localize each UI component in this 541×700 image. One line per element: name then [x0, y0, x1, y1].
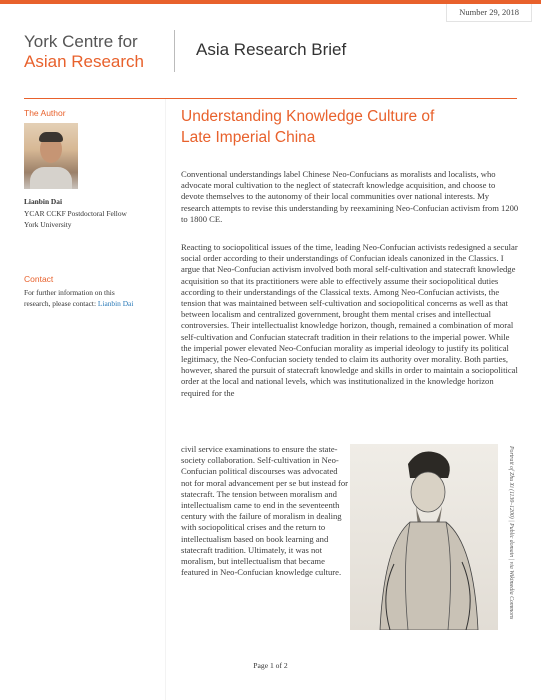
contact-text-1: For further information on this [24, 288, 115, 297]
zhu-xi-portrait [350, 444, 498, 630]
series-title: Asia Research Brief [196, 40, 347, 59]
author-affiliation: York University [24, 220, 72, 229]
issue-number: Number 29, 2018 [446, 4, 532, 22]
author-role: YCAR CCKF Postdoctoral Fellow [24, 209, 127, 218]
header-divider [174, 30, 175, 72]
page-number: Page 1 of 2 [253, 661, 288, 670]
logo-line-2: Asian Research [24, 52, 145, 71]
article-title: Understanding Knowledge Culture of Late Imperial China [181, 108, 435, 146]
author-heading: The Author [24, 108, 66, 118]
contact-heading: Contact [24, 274, 54, 284]
portrait-drawing [350, 444, 498, 630]
paragraph-3: civil service examinations to ensure the state-society collaboration. Self-cultivation in Neo-Confucian political discourses was advocated not for moral advancement per se but instead for statecraft. The tension between moralism and intellectualism came to end in the seventeenth century with the failure of moralism in dealing with sociopolitical crises and the return to intellectualism based on book learning and statecraft tradition. Ultimately, it was not moralism, but intellectualism that became featured in Neo-Confucian knowledge culture. [181, 444, 349, 578]
contact-text-2: research, please contact: Lianbin Dai [24, 299, 134, 308]
author-name: Lianbin Dai [24, 197, 62, 206]
image-caption: Portrait of Zhu Xi (1130–1200) | Public domain | via Wikimedia Commons [508, 446, 514, 620]
sidebar [0, 99, 166, 700]
paragraph-2: Reacting to sociopolitical issues of the time, leading Neo-Confucian activists redesigned a secular social order according to their understandings of Confucian ideals canonized in the Classics. I argue that Neo-Confucian activism involved both moral self-cultivation and statecraft knowledge acquisition so that its practitioners were able to effectively assume their sociopolitical duties according to their understandings of the Classical texts. Among Neo-Confucian activists, the tension that was maintained between self-cultivation and sociopolitical concerns as well as that between localism and centralized government, brought them mental crises and intellectual controversies. Their intellectualist knowledge horizon, though, remained a combination of moral self-cultivation and Confucian statecraft tradition in their relations to the imperial power. While the imperial power elevated Neo-Confucian morality as imperial ideology to justify its political legitimacy, the Neo-Confucian society tended to claim its authority over morality. Both parties, however, shared the pursuit of statecraft knowledge and skills in order to maintain a sociopolitical order at the local and national levels, which was institutionalized in the knowledge horizon required for the [181, 242, 518, 398]
contact-link[interactable]: Lianbin Dai [97, 299, 134, 308]
logo-line-1: York Centre for [24, 32, 138, 51]
author-photo [24, 123, 78, 189]
paragraph-1: Conventional understandings label Chinese Neo-Confucians as moralists and localists, who advocate moral cultivation to the neglect of statecraft knowledge acquisition, and choose to devote themselves to the autonomy of their local communities over national interests. My research attempts to revise this understanding by reexamining Neo-Confucian activism from 1200 to 1800 CE. [181, 169, 519, 224]
ycar-logo[interactable] [24, 32, 144, 72]
